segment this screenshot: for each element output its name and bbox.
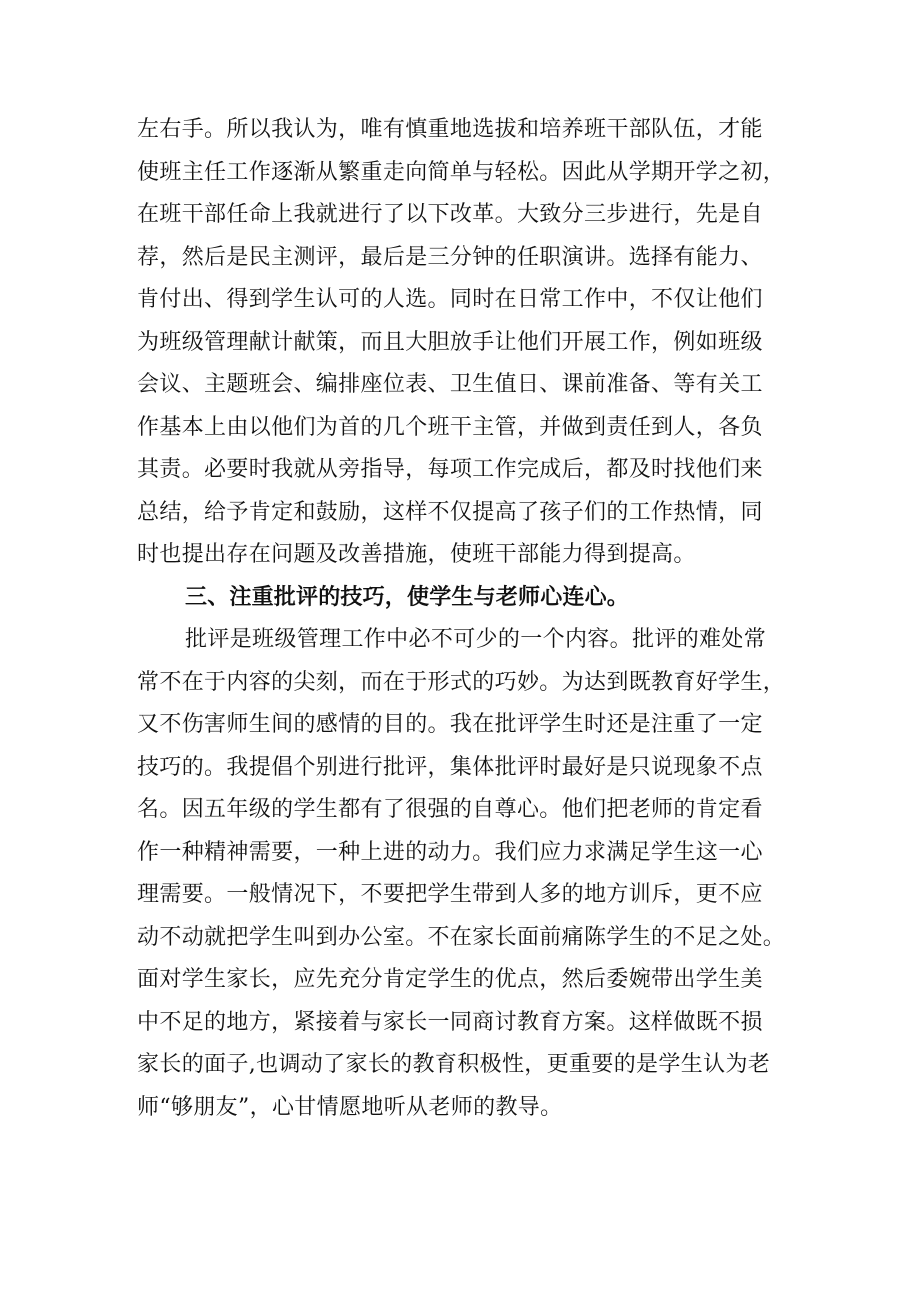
paragraph-line: 作一种精神需要，一种上进的动力。我们应力求满足学生这一心 <box>137 840 763 865</box>
paragraph-line: 技巧的。我提倡个别进行批评，集体批评时最好是只说现象不点 <box>137 755 763 780</box>
paragraph-line: 总结，给予肯定和鼓励，这样不仅提高了孩子们的工作热情，同 <box>137 500 763 525</box>
paragraph-line: 动不动就把学生叫到办公室。不在家长面前痛陈学生的不足之处。 <box>137 925 786 950</box>
paragraph-line: 中不足的地方，紧接着与家长一同商讨教育方案。这样做既不损 <box>137 1010 763 1035</box>
paragraph-line: 时也提出存在问题及改善措施，使班干部能力得到提高。 <box>137 542 696 567</box>
paragraph-line: 名。因五年级的学生都有了很强的自尊心。他们把老师的肯定看 <box>137 797 763 822</box>
paragraph-line: 荐，然后是民主测评，最后是三分钟的任职演讲。选择有能力、 <box>137 245 763 270</box>
paragraph-line: 作基本上由以他们为首的几个班干主管，并做到责任到人，各负 <box>137 415 763 440</box>
paragraph-line: 为班级管理献计献策，而且大胆放手让他们开展工作，例如班级 <box>137 330 763 355</box>
paragraph-line: 常不在于内容的尖刻，而在于形式的巧妙。为达到既教育好学生， <box>137 670 786 695</box>
paragraph-line: 理需要。一般情况下，不要把学生带到人多的地方训斥，更不应 <box>137 882 763 907</box>
paragraph-line: 面对学生家长，应先充分肯定学生的优点，然后委婉带出学生美 <box>137 967 763 992</box>
paragraph-line: 在班干部任命上我就进行了以下改革。大致分三步进行，先是自 <box>137 202 763 227</box>
paragraph-line: 批评是班级管理工作中必不可少的一个内容。批评的难处常 <box>185 627 767 652</box>
paragraph-line: 又不伤害师生间的感情的目的。我在批评学生时还是注重了一定 <box>137 712 763 737</box>
paragraph-line: 师“够朋友”，心甘情愿地听从老师的教导。 <box>137 1095 563 1120</box>
paragraph-line: 左右手。所以我认为，唯有慎重地选拔和培养班干部队伍，才能 <box>137 117 763 142</box>
paragraph-line: 肯付出、得到学生认可的人选。同时在日常工作中，不仅让他们 <box>137 287 763 312</box>
section-heading: 三、注重批评的技巧，使学生与老师心连心。 <box>185 585 630 610</box>
paragraph-line: 会议、主题班会、编排座位表、卫生值日、课前准备、等有关工 <box>137 372 763 397</box>
paragraph-line: 其责。必要时我就从旁指导，每项工作完成后，都及时找他们来 <box>137 457 763 482</box>
paragraph-line: 家长的面子,也调动了家长的教育积极性，更重要的是学生认为老 <box>137 1052 771 1077</box>
paragraph-line: 使班主任工作逐渐从繁重走向简单与轻松。因此从学期开学之初， <box>137 160 786 185</box>
